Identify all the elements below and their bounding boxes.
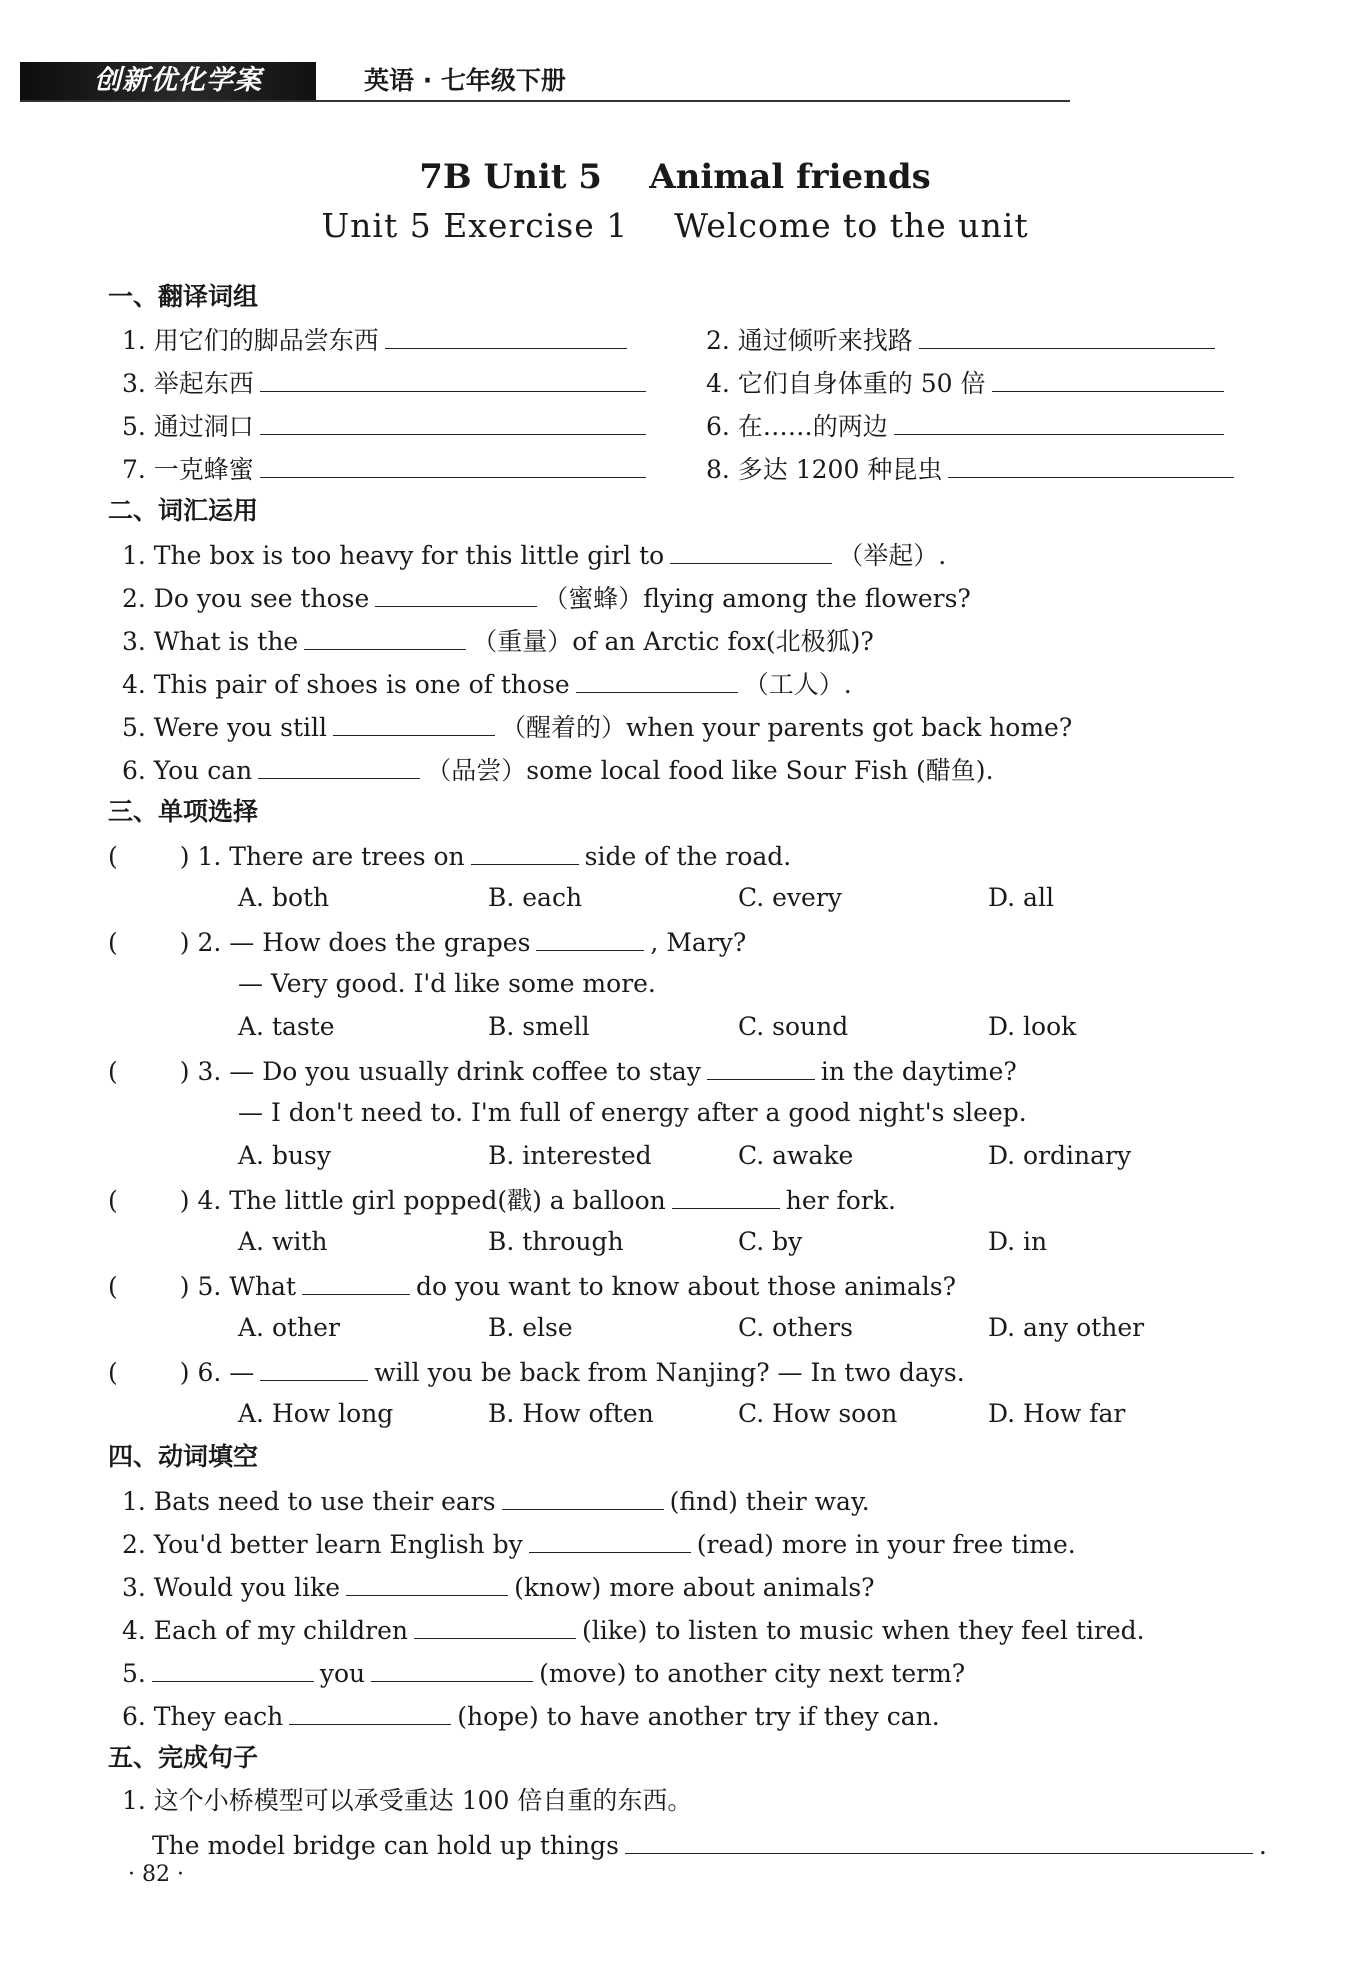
answer-blank[interactable] (260, 365, 646, 392)
section-3-heading: 三、单项选择 (108, 797, 259, 826)
option-a[interactable]: A. other (238, 1313, 340, 1342)
option-d[interactable]: D. look (988, 1012, 1077, 1041)
answer-blank[interactable] (260, 1354, 368, 1381)
option-c[interactable]: C. How soon (738, 1399, 898, 1428)
option-c[interactable]: C. others (738, 1313, 853, 1342)
s5-item-1-chinese: 1. 这个小桥模型可以承受重达 100 倍自重的东西。 (122, 1786, 693, 1815)
option-d[interactable]: D. all (988, 883, 1054, 912)
section-1-heading: 一、翻译词组 (108, 282, 259, 311)
option-c[interactable]: C. awake (738, 1141, 854, 1170)
answer-blank[interactable] (625, 1827, 1253, 1854)
answer-blank[interactable] (152, 1655, 314, 1682)
option-b[interactable]: B. through (488, 1227, 624, 1256)
exercise-title: Unit 5 Exercise 1 Welcome to the unit (321, 206, 1029, 245)
option-b[interactable]: B. interested (488, 1141, 652, 1170)
s4-item-2: 2. You'd better learn English by (read) more in your free time. (122, 1526, 1076, 1562)
option-d[interactable]: D. ordinary (988, 1141, 1132, 1170)
option-a[interactable]: A. taste (238, 1012, 335, 1041)
s1-item-1: 1. 用它们的脚品尝东西 (122, 322, 633, 358)
answer-blank[interactable] (302, 1268, 410, 1295)
s3-question-1: ( ) 1. There are trees on side of the road. (108, 838, 791, 874)
s4-item-5: 5. you (move) to another city next term? (122, 1655, 965, 1691)
answer-blank[interactable] (289, 1698, 451, 1725)
option-b[interactable]: B. smell (488, 1012, 590, 1041)
option-a[interactable]: A. both (238, 883, 330, 912)
s4-item-1: 1. Bats need to use their ears (find) their way. (122, 1483, 870, 1519)
s3-question-4: ( ) 4. The little girl popped(戳) a balloon her fork. (108, 1182, 896, 1218)
s5-item-1-english: The model bridge can hold up things . (152, 1827, 1267, 1863)
option-c[interactable]: C. sound (738, 1012, 849, 1041)
answer-blank[interactable] (670, 537, 832, 564)
option-b[interactable]: B. each (488, 883, 583, 912)
page-header (20, 58, 1070, 102)
s2-item-3: 3. What is the （重量）of an Arctic fox(北极狐)? (122, 623, 874, 659)
answer-blank[interactable] (258, 752, 420, 779)
option-d[interactable]: D. in (988, 1227, 1048, 1256)
s1-item-6: 6. 在……的两边 (706, 408, 1230, 444)
s1-item-7: 7. 一克蜂蜜 (122, 451, 652, 487)
answer-blank[interactable] (536, 924, 644, 951)
s1-item-5: 5. 通过洞口 (122, 408, 652, 444)
s2-item-6: 6. You can （品尝）some local food like Sour Fish (醋鱼). (122, 752, 994, 788)
answer-blank[interactable] (346, 1569, 508, 1596)
s3-question-3: ( ) 3. — Do you usually drink coffee to stay in the daytime? (108, 1053, 1017, 1089)
s4-item-4: 4. Each of my children (like) to listen to music when they feel tired. (122, 1612, 1145, 1648)
s1-item-8: 8. 多达 1200 种昆虫 (706, 451, 1240, 487)
answer-blank[interactable] (304, 623, 466, 650)
s4-item-6: 6. They each (hope) to have another try if they can. (122, 1698, 940, 1734)
answer-blank[interactable] (471, 838, 579, 865)
s3-question-5: ( ) 5. What do you want to know about those animals? (108, 1268, 956, 1304)
option-b[interactable]: B. How often (488, 1399, 654, 1428)
s4-item-3: 3. Would you like (know) more about animals? (122, 1569, 875, 1605)
answer-blank[interactable] (333, 709, 495, 736)
s3-question-2: ( ) 2. — How does the grapes , Mary? (108, 924, 746, 960)
answer-blank[interactable] (948, 451, 1234, 478)
section-4-heading: 四、动词填空 (108, 1442, 259, 1471)
section-2-heading: 二、词汇运用 (108, 496, 259, 525)
answer-blank[interactable] (371, 1655, 533, 1682)
s3-q2-response: — Very good. I'd like some more. (238, 969, 656, 998)
s2-item-4: 4. This pair of shoes is one of those （工人）. (122, 666, 852, 702)
s2-item-1: 1. The box is too heavy for this little girl to （举起）. (122, 537, 946, 573)
option-d[interactable]: D. How far (988, 1399, 1126, 1428)
answer-blank[interactable] (576, 666, 738, 693)
answer-blank[interactable] (919, 322, 1215, 349)
s3-q3-response: — I don't need to. I'm full of energy after a good night's sleep. (238, 1098, 1027, 1127)
answer-blank[interactable] (414, 1612, 576, 1639)
option-c[interactable]: C. by (738, 1227, 803, 1256)
s1-item-4: 4. 它们自身体重的 50 倍 (706, 365, 1230, 401)
answer-blank[interactable] (385, 322, 627, 349)
brand-logo: 创新优化学案 (20, 62, 316, 100)
s1-item-3: 3. 举起东西 (122, 365, 652, 401)
answer-blank[interactable] (375, 580, 537, 607)
s2-item-5: 5. Were you still （醒着的）when your parents got back home? (122, 709, 1072, 745)
option-b[interactable]: B. else (488, 1313, 573, 1342)
s2-item-2: 2. Do you see those （蜜蜂）flying among the flowers? (122, 580, 971, 616)
s1-item-2: 2. 通过倾听来找路 (706, 322, 1221, 358)
answer-blank[interactable] (260, 451, 646, 478)
option-c[interactable]: C. every (738, 883, 842, 912)
page-number: · 82 · (128, 1862, 184, 1887)
section-5-heading: 五、完成句子 (108, 1743, 259, 1772)
answer-blank[interactable] (502, 1483, 664, 1510)
answer-blank[interactable] (992, 365, 1224, 392)
answer-blank[interactable] (707, 1053, 815, 1080)
answer-blank[interactable] (260, 408, 646, 435)
answer-blank[interactable] (529, 1526, 691, 1553)
answer-blank[interactable] (672, 1182, 780, 1209)
unit-title: 7B Unit 5 Animal friends (419, 157, 931, 197)
option-a[interactable]: A. busy (238, 1141, 332, 1170)
s3-question-6: ( ) 6. — will you be back from Nanjing? — In two days. (108, 1354, 965, 1390)
answer-blank[interactable] (894, 408, 1224, 435)
option-a[interactable]: A. with (238, 1227, 328, 1256)
subject-label: 英语 · 七年级下册 (364, 66, 566, 95)
option-d[interactable]: D. any other (988, 1313, 1145, 1342)
option-a[interactable]: A. How long (238, 1399, 394, 1428)
